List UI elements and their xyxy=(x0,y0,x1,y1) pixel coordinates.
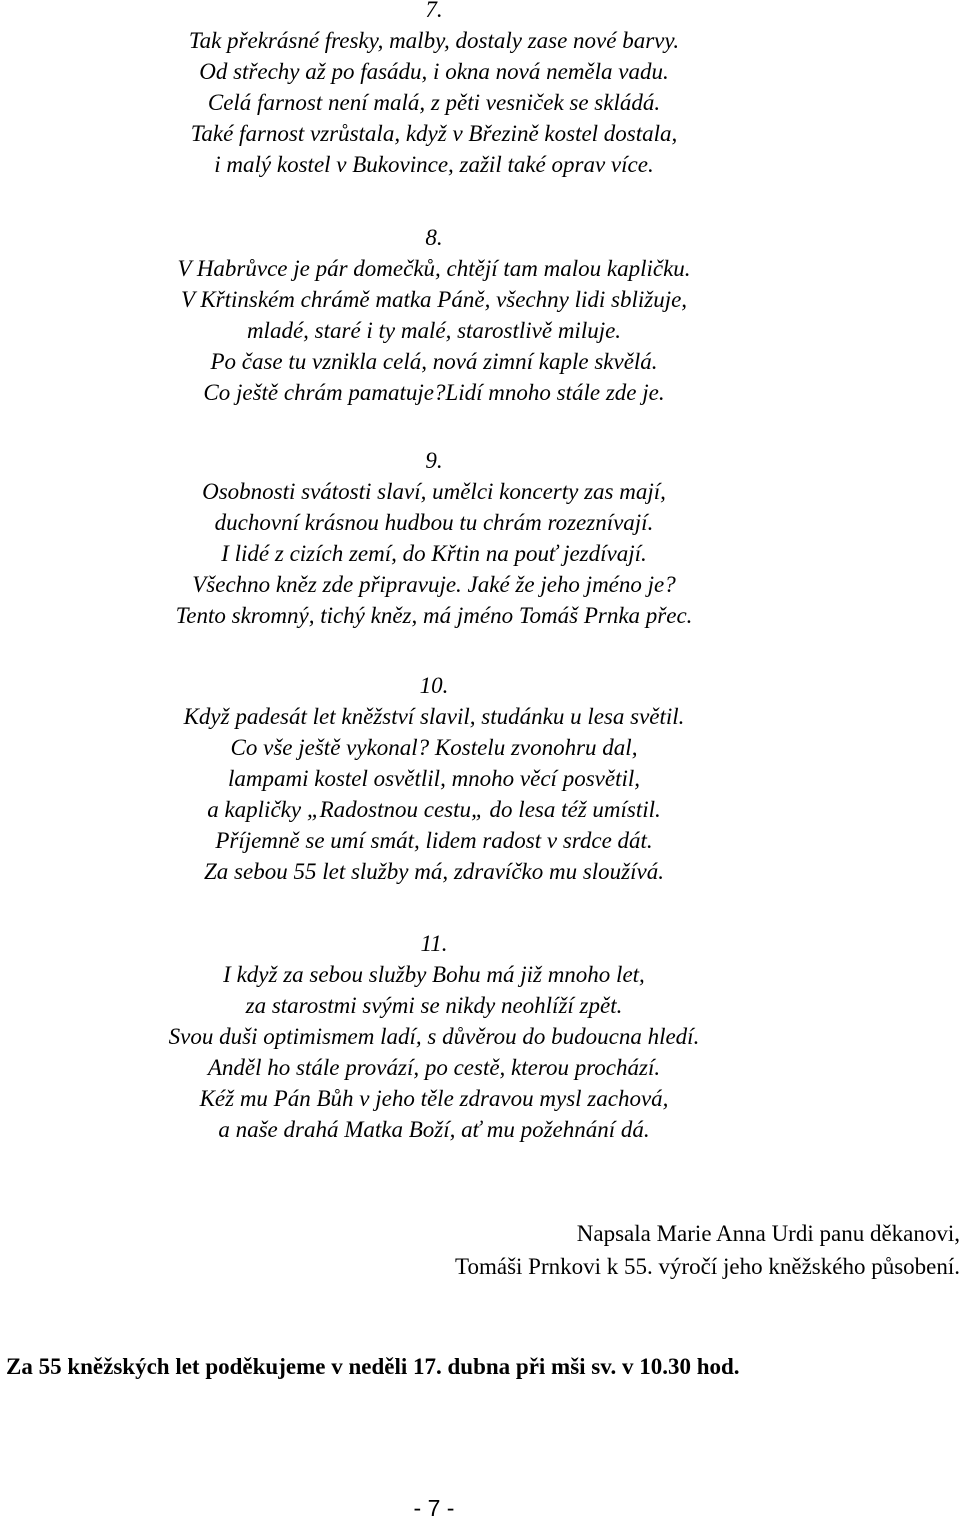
stanza-7 xyxy=(0,0,868,180)
poem-line: lampami kostel osvětlil, mnoho věcí posvětil, xyxy=(228,766,640,791)
poem-line: duchovní krásnou hudbou tu chrám rozeznívají. xyxy=(214,510,654,535)
signature-line: Tomáši Prnkovi k 55. výročí jeho kněžského působení. xyxy=(455,1254,960,1279)
poem-line: i malý kostel v Bukovince, zažil také oprav více. xyxy=(214,152,654,177)
poem-line: Za sebou 55 let služby má, zdravíčko mu sloužívá. xyxy=(204,859,664,884)
poem-line: Všechno kněz zde připravuje. Jaké že jeho jméno je? xyxy=(192,572,676,597)
thanks-announcement: Za 55 kněžských let poděkujeme v neděli 17. dubna při mši sv. v 10.30 hod. xyxy=(6,1354,740,1379)
stanza-10 xyxy=(0,670,868,887)
stanza-number: 10. xyxy=(419,673,449,698)
stanza-number: 8. xyxy=(425,225,443,250)
signature-line: Napsala Marie Anna Urdi panu děkanovi, xyxy=(576,1221,960,1246)
stanza-11 xyxy=(0,928,868,1145)
poem-line: V Křtinském chrámě matka Páně, všechny lidi sbližuje, xyxy=(180,287,688,312)
stanza-9 xyxy=(0,445,868,631)
poem-line: a kapličky „Radostnou cestu„ do lesa též umístil. xyxy=(207,797,661,822)
poem-line: Tak překrásné fresky, malby, dostaly zase nové barvy. xyxy=(188,28,680,53)
stanza-8 xyxy=(0,222,868,408)
poem-line: Po čase tu vznikla celá, nová zimní kaple skvělá. xyxy=(210,349,658,374)
page-number: - 7 - xyxy=(413,1495,455,1521)
stanza-number: 11. xyxy=(420,931,448,956)
author-signature xyxy=(455,1217,960,1283)
poem-line: mladé, staré i ty malé, starostlivě miluje. xyxy=(246,318,622,343)
poem-line: Příjemně se umí smát, lidem radost v srdce dát. xyxy=(215,828,653,853)
poem-line: Kéž mu Pán Bůh v jeho těle zdravou mysl zachová, xyxy=(199,1086,669,1111)
poem-line: I lidé z cizích zemí, do Křtin na pouť jezdívají. xyxy=(221,541,647,566)
poem-line: Od střechy až po fasádu, i okna nová neměla vadu. xyxy=(199,59,669,84)
poem-line: I když za sebou služby Bohu má již mnoho let, xyxy=(223,962,645,987)
poem-line: Když padesát let kněžství slavil, studánku u lesa světil. xyxy=(183,704,685,729)
poem-line: Svou duši optimismem ladí, s důvěrou do budoucna hledí. xyxy=(168,1024,700,1049)
poem-line: za starostmi svými se nikdy neohlíží zpět. xyxy=(245,993,623,1018)
poem-line: Osobnosti svátosti slaví, umělci koncerty zas mají, xyxy=(202,479,666,504)
poem-line: Celá farnost není malá, z pěti vesniček se skládá. xyxy=(207,90,661,115)
poem-line: Co ještě chrám pamatuje?Lidí mnoho stále zde je. xyxy=(203,380,665,405)
poem-line: Také farnost vzrůstala, když v Březině kostel dostala, xyxy=(190,121,678,146)
poem-line: Tento skromný, tichý kněz, má jméno Tomáš Prnka přec. xyxy=(175,603,693,628)
poem-line: V Habrůvce je pár domečků, chtějí tam malou kapličku. xyxy=(177,256,691,281)
poem-line: Anděl ho stále provází, po cestě, kterou prochází. xyxy=(207,1055,661,1080)
poem-line: Co vše ještě vykonal? Kostelu zvonohru dal, xyxy=(230,735,638,760)
stanza-number: 9. xyxy=(425,448,443,473)
poem-line: a naše drahá Matka Boží, ať mu požehnání dá. xyxy=(218,1117,650,1142)
stanza-number: 7. xyxy=(425,0,443,22)
